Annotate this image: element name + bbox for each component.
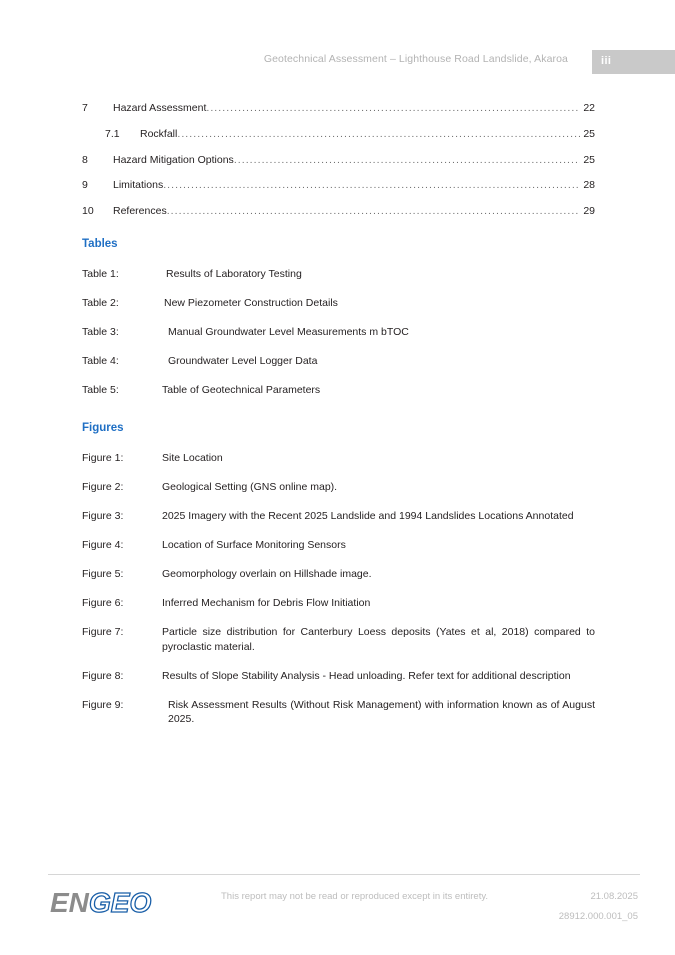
table-label: Table 4:	[82, 354, 119, 367]
toc-entry-title: Limitations	[113, 179, 164, 191]
footer-date: 21.08.2025	[590, 891, 638, 902]
table-label: Table 1:	[82, 267, 119, 280]
table-label: Table 5:	[82, 383, 119, 396]
figure-label: Figure 7:	[82, 626, 124, 638]
toc-entry-title: Hazard Assessment	[113, 102, 207, 114]
page-footer	[0, 868, 675, 955]
figure-caption-row	[82, 596, 595, 611]
toc-entry-title: References	[113, 204, 167, 217]
figure-caption: Geological Setting (GNS online map).	[162, 481, 338, 493]
figure-label: Figure 8:	[82, 669, 124, 682]
tables-list	[82, 267, 595, 398]
figure-label: Figure 3:	[82, 510, 124, 522]
table-label: Table 3:	[82, 325, 119, 338]
figure-label: Figure 6:	[82, 597, 124, 609]
page-number-badge	[592, 50, 675, 74]
figure-caption: 2025 Imagery with the Recent 2025 Landslide and 1994 Landslides Locations Annotated	[162, 510, 574, 522]
figure-caption-row	[82, 451, 595, 466]
footer-disclaimer: This report may not be read or reproduced except in its entirety.	[221, 891, 489, 902]
footer-project-number: 28912.000.001_05	[558, 911, 638, 922]
toc-dot-leader	[234, 154, 580, 167]
table-caption: Groundwater Level Logger Data	[168, 354, 318, 367]
toc-entry-title: Hazard Mitigation Options	[113, 153, 234, 166]
table-of-contents	[82, 102, 595, 218]
toc-dot-leader	[167, 205, 580, 218]
figure-caption: Particle size distribution for Canterbury Loess deposits (Yates et al, 2018) compared to pyroclastic material.	[162, 626, 595, 653]
figure-caption-row	[82, 538, 595, 553]
figure-label: Figure 9:	[82, 698, 124, 711]
table-caption: Manual Groundwater Level Measurements m bTOC	[168, 325, 409, 338]
toc-entry-title: Rockfall	[140, 127, 178, 140]
toc-entry-page: 25	[583, 153, 595, 166]
figure-caption: Geomorphology overlain on Hillshade image.	[162, 568, 372, 580]
figures-list	[82, 451, 595, 727]
figure-caption: Inferred Mechanism for Debris Flow Initiation	[162, 597, 371, 609]
toc-entry[interactable]	[82, 154, 595, 167]
engeo-logo	[50, 887, 180, 921]
figure-caption-row	[82, 567, 595, 582]
toc-dot-leader	[177, 128, 580, 141]
figure-caption-row	[82, 669, 595, 684]
page-number-label: iii	[601, 55, 612, 67]
page-header	[0, 50, 675, 74]
figure-caption: Results of Slope Stability Analysis - Head unloading. Refer text for additional description	[162, 669, 571, 682]
toc-entry-number: 8	[82, 153, 88, 166]
toc-entry-number: 10	[82, 204, 94, 217]
header-document-title: Geotechnical Assessment – Lighthouse Road Landslide, Akaroa	[263, 53, 568, 65]
toc-entry-page: 22	[583, 102, 595, 114]
toc-entry-number: 9	[82, 179, 88, 191]
figure-caption-row	[82, 480, 595, 495]
toc-entry[interactable]	[82, 102, 595, 115]
table-caption-row	[82, 354, 595, 369]
toc-entry-number: 7	[82, 102, 88, 114]
figure-caption-row	[82, 698, 595, 727]
table-caption-row	[82, 296, 595, 311]
tables-section-heading: Tables	[82, 237, 118, 250]
figure-label: Figure 2:	[82, 481, 124, 493]
table-caption: New Piezometer Construction Details	[164, 296, 338, 309]
figure-caption: Site Location	[162, 452, 223, 464]
figure-caption: Risk Assessment Results (Without Risk Management) with information known as of August 2025.	[168, 698, 595, 725]
toc-dot-leader	[163, 179, 580, 192]
page-content	[82, 102, 595, 741]
toc-entry[interactable]	[82, 128, 595, 141]
toc-entry-page: 29	[583, 204, 595, 217]
toc-dot-leader	[206, 102, 580, 115]
toc-entry[interactable]	[82, 179, 595, 192]
toc-entry[interactable]	[82, 205, 595, 218]
figure-caption: Location of Surface Monitoring Sensors	[162, 539, 346, 551]
table-label: Table 2:	[82, 296, 119, 309]
table-caption-row	[82, 325, 595, 340]
footer-divider	[48, 874, 640, 875]
engeo-logo-text-en: EN	[50, 887, 89, 918]
figures-section-heading: Figures	[82, 422, 124, 434]
figure-caption-row	[82, 625, 595, 654]
engeo-logo-text-geo: GEO	[89, 887, 152, 918]
table-caption-row	[82, 267, 595, 282]
figure-label: Figure 5:	[82, 568, 124, 580]
toc-entry-page: 25	[583, 127, 595, 140]
figure-label: Figure 1:	[82, 452, 124, 464]
table-caption-row	[82, 383, 595, 398]
toc-entry-number: 7.1	[105, 127, 120, 140]
figure-label: Figure 4:	[82, 539, 124, 551]
table-caption: Table of Geotechnical Parameters	[162, 383, 321, 396]
figure-caption-row	[82, 509, 595, 524]
toc-entry-page: 28	[583, 179, 595, 191]
table-caption: Results of Laboratory Testing	[166, 267, 302, 280]
